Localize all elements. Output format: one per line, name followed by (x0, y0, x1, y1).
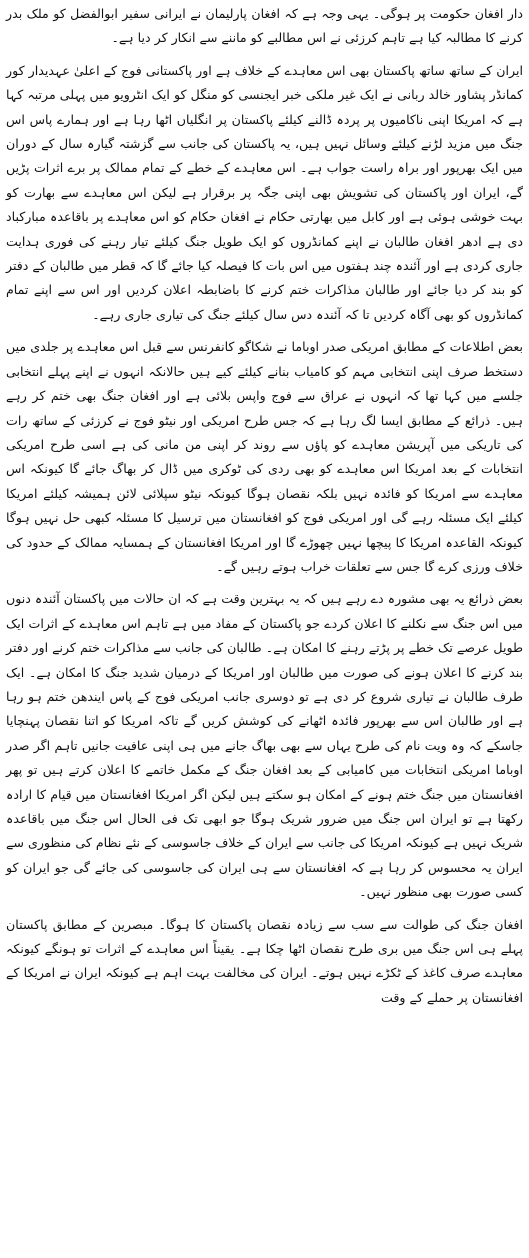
article-paragraph-2: ایران کے ساتھ ساتھ پاکستان بھی اس معاہدے کے خلاف ہے اور پاکستانی فوج کے اعلیٰ عہدیدار کور کمانڈر پشاور خالد ربانی نے ایک غیر ملکی خبر ایجنسی کو منگل کو ایک انٹرویو میں پہلی مرتبہ کہا ہے کہ امریکا اپنی ناکامیوں پر پردہ ڈالنے کیلئے پاکستان پر انگلیاں اٹھا رہا ہے اور ہمارے پاس اس جنگ میں مزید لڑنے کیلئے وسائل نہیں ہیں، یہ پاکستان کی جانب سے گزشتہ گیارہ سال کے دوران میں ایک بھرپور اور براہ راست جواب ہے۔ اس معاہدے کے خطے کے تمام ممالک پر برے اثرات پڑیں گے، ایران اور پاکستان کی تشویش بھی اپنی جگہ پر برقرار ہے لیکن اس معاہدے سے بھارت کو بہت خوشی ہوئی ہے اور کابل میں بھارتی حکام نے افغان حکام کو اس معاہدے پر باقاعدہ مبارکباد دی ہے ادھر افغان طالبان نے اپنے کمانڈروں کو ایک طویل جنگ کیلئے تیار رہنے کی فوری ہدایت جاری کردی ہے اور آئندہ چند ہفتوں میں اس بات کا فیصلہ کیا جائے گا کہ قطر میں طالبان کے دفتر کو بند کر دیا جائے اور طالبان مذاکرات ختم کرنے کا باضابطہ اعلان کردیں اور اس سے اپنے تمام کمانڈروں کو بھی آگاہ کردیں تا کہ آئندہ دس سال کیلئے جنگ کی تیاری جاری رہے۔ (6, 62, 523, 322)
article-paragraph-1: دار افغان حکومت پر ہوگی۔ یہی وجہ ہے کہ افغان پارلیمان نے ایرانی سفیر ابوالفضل کو ملک بدر کرنے کا مطالبہ کیا ہے تاہم کرزئی نے اس مطالبے کو ماننے سے انکار کر دیا ہے۔ (6, 6, 523, 46)
article-paragraph-5: افغان جنگ کی طوالت سے سب سے زیادہ نقصان پاکستان کا ہوگا۔ مبصرین کے مطابق پاکستان پہلے ہی اس جنگ میں بری طرح نقصان اٹھا چکا ہے۔ یقیناً اس معاہدے کے اثرات تو ہونگے کیونکہ معاہدے صرف کاغذ کے ٹکڑے نہیں ہوتے۔ ایران کی مخالفت بہت اہم ہے کیونکہ ایران نے امریکا کے افغانستان پر حملے کے وقت (6, 916, 523, 1005)
article-paragraph-4: بعض ذرائع یہ بھی مشورہ دے رہے ہیں کہ یہ بہترین وقت ہے کہ ان حالات میں پاکستان آئندہ دنوں میں اس جنگ سے نکلنے کا اعلان کردے جو پاکستان کے مفاد میں ہے تاہم اس معاہدے کے اثرات ایک طویل عرصے تک خطے پر پڑتے رہنے کا امکان ہے۔ طالبان کی جانب سے مذاکرات ختم کرنے اور دفتر بند کرنے کا اعلان ہونے کی صورت میں طالبان اور امریکا کے درمیان شدید جنگ کا امکان ہے۔ ایک طرف طالبان نے تیاری شروع کر دی ہے تو دوسری جانب امریکی فوج کے پاس ایندھن ختم ہو رہا ہے اور طالبان اس سے بھرپور فائدہ اٹھانے کی کوشش کریں گے تاکہ امریکا کو اتنا نقصان پہنچایا جاسکے کہ وہ ویت نام کی طرح یہاں سے بھی بھاگ جانے میں ہی اپنی عافیت جانیں تاہم اگر صدر اوباما امریکی انتخابات میں کامیابی کے بعد افغان جنگ کے مکمل خاتمے کا اعلان کرتے ہیں تو پھر افغانستان میں جنگ ختم ہونے کے امکان ہو سکتے ہیں لیکن اگر امریکا افغانستان میں قیام کا ارادہ رکھتا ہے تو ایران اس جنگ میں ضرور شریک ہوگا جو ابھی تک فی الحال اس جنگ میں باقاعدہ شریک نہیں ہے کیونکہ امریکا کی جانب سے ایران کے خلاف جاسوسی کے نئے نظام کی منظوری سے ایران یہ محسوس کر رہا ہے کہ افغانستان سے ہی ایران کی جاسوسی کی جائے گی جو ایران کو کسی صورت بھی منظور نہیں۔ (6, 591, 523, 900)
article-paragraph-3: بعض اطلاعات کے مطابق امریکی صدر اوباما نے شکاگو کانفرنس سے قبل اس معاہدے پر جلدی میں دستخط صرف اپنی انتخابی مہم کو کامیاب بنانے کیلئے کیے ہیں حالانکہ انہوں نے اپنے پہلے انتخابی جلسے میں کہا تھا کہ انہوں نے عراق سے فوج واپس بلائی ہے اور افغان جنگ بھی ختم کر رہے ہیں۔ ذرائع کے مطابق ایسا لگ رہا ہے کہ جس طرح امریکی اور نیٹو فوج نے کرزئی کے ساتھ رات کی تاریکی میں آپریشن معاہدے کو پاؤں سے روند کر اپنی من مانی کی ہے اسی طرح امریکی انتخابات کے بعد امریکا اس معاہدے کو بھی ردی کی ٹوکری میں ڈال کر بھاگ جائے گا کیونکہ اس معاہدے سے امریکا کو فائدہ نہیں بلکہ نقصان ہوگا کیونکہ نیٹو سپلائی لائن ہمیشہ کیلئے امریکا کیلئے ایک مسئلہ رہے گی اور امریکی فوج کو افغانستان میں ترسیل کا مسئلہ کبھی حل نہیں ہوگا کیونکہ القاعدہ امریکا کا پیچھا نہیں چھوڑے گا اور امریکا افغانستان کے ہمسایہ ممالک کے حدود کی خلاف ورزی کرے گا جس سے تعلقات خراب ہوتے رہیں گے۔ (6, 339, 523, 574)
